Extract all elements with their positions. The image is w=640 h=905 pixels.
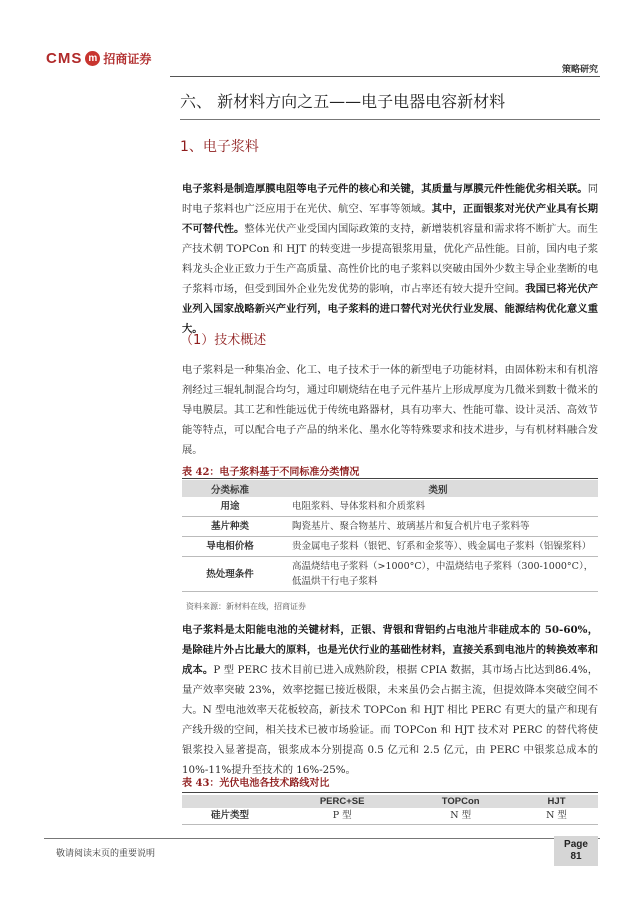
page-header <box>0 0 640 80</box>
table-cell: N 型 <box>515 808 598 825</box>
table-row-label: 基片种类 <box>182 517 278 537</box>
table-row <box>182 808 598 825</box>
table-header-cell: 类别 <box>278 480 598 497</box>
footer-divider <box>44 838 600 839</box>
table-row <box>182 537 598 557</box>
para1-text-2: 整体光伏产业受国内国际政策的支持，新增装机容量和需求将不断扩大。而生产技术朝 TOPCon 和 HJT 的转变进一步提高银浆用量，优化产品性能。目前，国内电子浆料龙头企业正致力于生产高质量、高性价比的电子浆料以突破由国外少数主导企业垄断的电子浆料市场，但受到国外企业先发优势的影响，市占率还有较大提升空间。 <box>182 223 599 295</box>
table-header-cell: TOPCon <box>406 795 515 808</box>
para1-bold-3: 我国已将光伏产业列入国家战略新兴产业行列，电子浆料的进口替代对光伏行业发展、能源结构优化意义重大。 <box>182 283 599 335</box>
table-row-label: 用途 <box>182 497 278 517</box>
para3-bold-1: 电子浆料是太阳能电池的关键材料，正银、背银和背铝约占电池片非硅成本的 50-60%，是除硅片外占比最大的原料，也是光伏行业的基础性材料，直接关系到电池片的转换效率和成本。 <box>182 624 598 676</box>
table-header-cell <box>182 795 278 808</box>
table-row <box>182 497 598 517</box>
para1-bold-2: 其中，正面银浆对光伏产业具有长期不可替代性。 <box>182 203 599 235</box>
report-category: 策略研究 <box>561 65 598 75</box>
header-divider <box>170 76 600 77</box>
page-number: 81 <box>570 851 582 862</box>
table-row-label: 硅片类型 <box>182 808 278 825</box>
table-row-label: 热处理条件 <box>182 557 278 592</box>
table-42-top-rule <box>182 478 598 479</box>
logo-cms-text: CMS <box>46 50 83 67</box>
table-42-title: 表 42：电子浆料基于不同标准分类情况 <box>182 467 360 478</box>
table-header-cell: HJT <box>515 795 598 808</box>
para1-bold-1: 电子浆料是制造厚膜电阻等电子元件的核心和关键，其质量与厚膜元件性能优劣相关联。 <box>182 183 588 195</box>
subsubsection-title: （1）技术概述 <box>180 333 267 348</box>
table-row <box>182 557 598 592</box>
table-header-row <box>182 480 598 497</box>
para3-text-1: P 型 PERC 技术目前已进入成熟阶段，根据 CPIA 数据，其市场占比达到86.4%，量产效率突破 23%，效率挖掘已接近极限，未来虽仍会占据主流，但提效降本突破空间不大。N 型电池效率天花板较高，新技术 TOPCon 和 HJT 相比 PERC 有更大的量产和现有产线升级的空间，相关技术已被市场验证。而 TOPCon 和 HJT 技术对 PERC 的替代将使银浆投入显著提高，银浆成本分别提高 0.5 亿元和 2.5 亿元，由 PERC 中银浆总成本的 10%-11%提升至技术的 16%-25%。 <box>182 664 599 776</box>
table-43 <box>182 795 598 825</box>
logo-chinese-text: 招商证券 <box>103 52 152 66</box>
paragraph-solar-paste <box>182 620 598 780</box>
table-42-source: 资料来源：新材料在线，招商证券 <box>186 602 306 611</box>
table-header-row <box>182 795 598 808</box>
footer-disclaimer-note: 敬请阅读末页的重要说明 <box>56 849 156 859</box>
table-row <box>182 517 598 537</box>
table-header-cell: PERC+SE <box>278 795 406 808</box>
logo-m-icon: m <box>85 51 100 66</box>
page-number-box <box>554 836 598 866</box>
table-cell: N 型 <box>406 808 515 825</box>
table-row-label: 导电相价格 <box>182 537 278 557</box>
table-header-cell: 分类标准 <box>182 480 278 497</box>
company-logo <box>46 50 151 67</box>
page-label: Page <box>564 839 588 850</box>
table-row-value: 高温烧结电子浆料（>1000°C），中温烧结电子浆料（300-1000°C），低温烘干行电子浆料 <box>278 557 598 592</box>
subsection-title: 1、电子浆料 <box>180 139 259 155</box>
para1-text-1: 同时电子浆料也广泛应用于在光伏、航空、军事等领域。 <box>182 183 598 215</box>
table-cell: P 型 <box>278 808 406 825</box>
table-43-title: 表 43：光伏电池各技术路线对比 <box>182 778 330 789</box>
paragraph-intro <box>182 179 598 339</box>
paragraph-tech-overview: 电子浆料是一种集冶金、化工、电子技术于一体的新型电子功能材料，由固体粉末和有机溶剂经过三辊轧制混合均匀，通过印刷烧结在电子元件基片上形成厚度为几微米到数十微米的导电膜层。其工艺和性能远优于传统电路器材，具有功率大、性能可靠、设计灵活、高效节能等特点，可以配合电子产品的纳米化、墨水化等特殊要求和技术进步，与有机材料融合发展。 <box>182 364 598 456</box>
table-42 <box>182 480 598 592</box>
table-row-value: 陶瓷基片、聚合物基片、玻璃基片和复合机片电子浆料等 <box>278 517 598 537</box>
table-row-value: 电阻浆料、导体浆料和介质浆料 <box>278 497 598 517</box>
table-row-value: 贵金属电子浆料（银钯、钌系和金浆等）、贱金属电子浆料（铝镍浆料） <box>278 537 598 557</box>
section-divider <box>180 119 600 120</box>
table-43-top-rule <box>182 792 598 793</box>
section-title: 六、 新材料方向之五——电子电器电容新材料 <box>180 92 506 111</box>
